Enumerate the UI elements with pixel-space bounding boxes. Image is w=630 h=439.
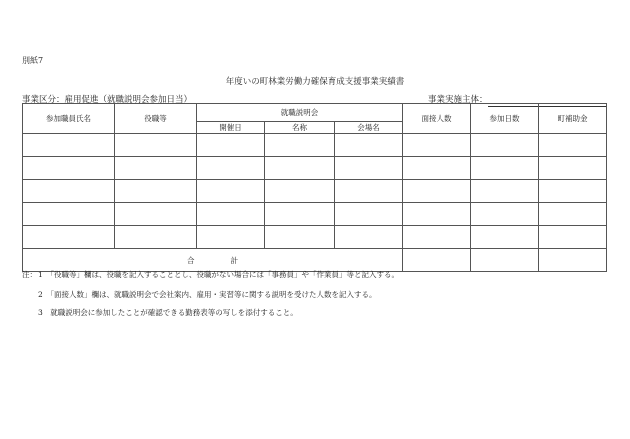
town-subsidy-cell[interactable]: [539, 134, 607, 157]
participant-name-cell[interactable]: [23, 203, 115, 226]
name-cell[interactable]: [265, 226, 335, 249]
header-briefing-session: 就職説明会: [197, 104, 403, 122]
participant-name-cell[interactable]: [23, 157, 115, 180]
date-cell[interactable]: [197, 157, 265, 180]
position-cell[interactable]: [115, 226, 197, 249]
note-item-1: 1 「役職等」欄は、役職を記入することとし、役職がない場合には「事務員」や「作業員」等と記入する。: [38, 270, 400, 279]
total-town-subsidy-cell[interactable]: [539, 249, 607, 272]
town-subsidy-cell[interactable]: [539, 226, 607, 249]
total-label-a: 合: [187, 255, 195, 265]
town-subsidy-cell[interactable]: [539, 157, 607, 180]
name-cell[interactable]: [265, 203, 335, 226]
header-participant-name: 参加職員氏名: [23, 104, 115, 134]
table-row: [23, 157, 607, 180]
participation-days-cell[interactable]: [471, 134, 539, 157]
note-item-2: 2 「面接人数」欄は、就職説明会で会社案内、雇用・実習等に関する説明を受けた人数を記入する。: [38, 290, 377, 299]
table-row: [23, 134, 607, 157]
venue-cell[interactable]: [335, 226, 403, 249]
note-item-3: 3 就職説明会に参加したことが確認できる勤務表等の写しを添付すること。: [38, 308, 298, 317]
participation-days-cell[interactable]: [471, 203, 539, 226]
total-interviewees-cell[interactable]: [403, 249, 471, 272]
date-cell[interactable]: [197, 180, 265, 203]
participation-days-cell[interactable]: [471, 157, 539, 180]
name-cell[interactable]: [265, 157, 335, 180]
participant-name-cell[interactable]: [23, 180, 115, 203]
notes-prefix: 注：: [22, 270, 37, 279]
date-cell[interactable]: [197, 203, 265, 226]
header-venue: 会場名: [335, 122, 403, 134]
name-cell[interactable]: [265, 180, 335, 203]
venue-cell[interactable]: [335, 180, 403, 203]
interviewees-cell[interactable]: [403, 134, 471, 157]
position-cell[interactable]: [115, 180, 197, 203]
position-cell[interactable]: [115, 203, 197, 226]
header-participation-days: 参加日数: [471, 104, 539, 134]
participation-days-cell[interactable]: [471, 180, 539, 203]
implementer-label: 事業実施主体：: [428, 95, 488, 105]
position-cell[interactable]: [115, 134, 197, 157]
interviewees-cell[interactable]: [403, 157, 471, 180]
interviewees-cell[interactable]: [403, 180, 471, 203]
header-date: 開催日: [197, 122, 265, 134]
town-subsidy-cell[interactable]: [539, 203, 607, 226]
position-cell[interactable]: [115, 157, 197, 180]
town-subsidy-cell[interactable]: [539, 180, 607, 203]
venue-cell[interactable]: [335, 203, 403, 226]
header-name: 名称: [265, 122, 335, 134]
date-cell[interactable]: [197, 134, 265, 157]
participant-name-cell[interactable]: [23, 226, 115, 249]
header-town-subsidy: 町補助金: [539, 104, 607, 134]
form-number: 別紙7: [22, 56, 44, 65]
total-row: [23, 249, 607, 272]
header-interviewees: 面接人数: [403, 104, 471, 134]
results-table: [22, 103, 607, 272]
table-row: [23, 203, 607, 226]
venue-cell[interactable]: [335, 157, 403, 180]
document-title: 年度いの町林業労働力確保育成支援事業実績書: [225, 77, 405, 87]
interviewees-cell[interactable]: [403, 226, 471, 249]
table-row: [23, 180, 607, 203]
header-position: 役職等: [115, 104, 197, 134]
total-participation-days-cell[interactable]: [471, 249, 539, 272]
total-label: [23, 249, 403, 272]
name-cell[interactable]: [265, 134, 335, 157]
venue-cell[interactable]: [335, 134, 403, 157]
total-label-b: 計: [230, 255, 238, 265]
interviewees-cell[interactable]: [403, 203, 471, 226]
date-cell[interactable]: [197, 226, 265, 249]
participation-days-cell[interactable]: [471, 226, 539, 249]
participant-name-cell[interactable]: [23, 134, 115, 157]
table-row: [23, 226, 607, 249]
business-category: 事業区分：雇用促進（就職説明会参加日当）: [22, 95, 193, 105]
